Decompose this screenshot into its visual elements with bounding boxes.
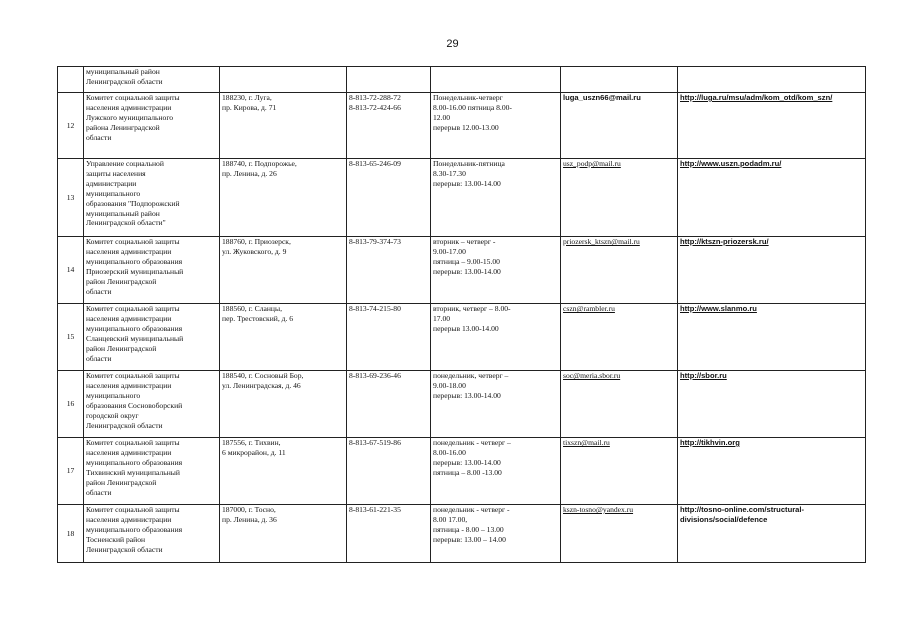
agency-name: Комитет социальной защиты населения администрации Лужского муниципального района Ленинградской области bbox=[84, 93, 220, 159]
agency-address: 188540, г. Сосновый Бор, ул. Ленинградская, д. 46 bbox=[220, 371, 347, 438]
agency-email[interactable] bbox=[561, 67, 678, 93]
agency-hours: понедельник - четверг – 8.00-16.00 перерыв: 13.00-14.00 пятница – 8.00 -13.00 bbox=[431, 438, 561, 505]
agency-email[interactable]: usz_podp@mail.ru bbox=[561, 159, 678, 237]
agency-address: 187556, г. Тихвин, 6 микрорайон, д. 11 bbox=[220, 438, 347, 505]
agency-hours: вторник, четверг – 8.00- 17.00 перерыв 13.00-14.00 bbox=[431, 304, 561, 371]
agency-website[interactable]: http://luga.ru/msu/adm/kom_otd/kom_szn/ bbox=[678, 93, 866, 159]
table-row bbox=[58, 67, 866, 93]
table-row bbox=[58, 371, 866, 438]
agency-website[interactable]: http://ktszn-priozersk.ru/ bbox=[678, 237, 866, 304]
agency-website[interactable]: http://sbor.ru bbox=[678, 371, 866, 438]
agency-name: Комитет социальной защиты населения администрации муниципального образования Приозерский муниципальный район Ленинградской области bbox=[84, 237, 220, 304]
table-row bbox=[58, 304, 866, 371]
agency-phone: 8-813-74-215-80 bbox=[347, 304, 431, 371]
agency-website[interactable]: http://www.slanmo.ru bbox=[678, 304, 866, 371]
agency-address: 188740, г. Подпорожье, пр. Ленина, д. 26 bbox=[220, 159, 347, 237]
agency-phone: 8-813-65-246-09 bbox=[347, 159, 431, 237]
agency-phone: 8-813-69-236-46 bbox=[347, 371, 431, 438]
agency-phone: 8-813-72-288-72 8-813-72-424-66 bbox=[347, 93, 431, 159]
agency-email[interactable]: soc@meria.sbor.ru bbox=[561, 371, 678, 438]
row-number: 18 bbox=[58, 505, 84, 563]
agency-website[interactable] bbox=[678, 67, 866, 93]
agency-email[interactable]: tixszn@mail.ru bbox=[561, 438, 678, 505]
agency-name: Управление социальной защиты населения администрации муниципального образования "Подпорожский муниципальный район Ленинградской области" bbox=[84, 159, 220, 237]
agency-website[interactable]: http://www.uszn.podadm.ru/ bbox=[678, 159, 866, 237]
agency-website[interactable]: http://tosno-online.com/structural-divisions/social/defence bbox=[678, 505, 866, 563]
table-row bbox=[58, 159, 866, 237]
agency-address: 187000, г. Тосно, пр. Ленина, д. 36 bbox=[220, 505, 347, 563]
agency-name: муниципальный район Ленинградской области bbox=[84, 67, 220, 93]
agency-address: 188230, г. Луга, пр. Кирова, д. 71 bbox=[220, 93, 347, 159]
agency-email[interactable]: luga_uszn66@mail.ru bbox=[561, 93, 678, 159]
table-row bbox=[58, 438, 866, 505]
agency-name: Комитет социальной защиты населения администрации муниципального образования Тихвинский муниципальный район Ленинградской области bbox=[84, 438, 220, 505]
agency-name: Комитет социальной защиты населения администрации муниципального образования Сланцевский муниципальный район Ленинградской области bbox=[84, 304, 220, 371]
agency-phone: 8-813-67-519-86 bbox=[347, 438, 431, 505]
page-number: 29 bbox=[446, 38, 459, 50]
row-number: 13 bbox=[58, 159, 84, 237]
agency-email[interactable]: cszn@rambler.ru bbox=[561, 304, 678, 371]
agency-hours: Понедельник-четверг 8.00-16.00 пятница 8.00- 12.00 перерыв 12.00-13.00 bbox=[431, 93, 561, 159]
agency-address: 188560, г. Сланцы, пер. Трестовский, д. 6 bbox=[220, 304, 347, 371]
agency-address bbox=[220, 67, 347, 93]
agency-name: Комитет социальной защиты населения администрации муниципального образования Сосновоборский городской округ Ленинградской области bbox=[84, 371, 220, 438]
agency-phone bbox=[347, 67, 431, 93]
agency-phone: 8-813-79-374-73 bbox=[347, 237, 431, 304]
row-number: 17 bbox=[58, 438, 84, 505]
agency-address: 188760, г. Приозерск, ул. Жуковского, д. 9 bbox=[220, 237, 347, 304]
row-number: 16 bbox=[58, 371, 84, 438]
agency-name: Комитет социальной защиты населения администрации муниципального образования Тосненский район Ленинградской области bbox=[84, 505, 220, 563]
agency-hours: вторник – четверг - 9.00-17.00 пятница – 9.00-15.00 перерыв: 13.00-14.00 bbox=[431, 237, 561, 304]
table-row bbox=[58, 237, 866, 304]
agency-hours: понедельник, четверг – 9.00-18.00 перерыв: 13.00-14.00 bbox=[431, 371, 561, 438]
agency-hours: понедельник - четверг - 8.00 17.00, пятница - 8.00 – 13.00 перерыв: 13.00 – 14.00 bbox=[431, 505, 561, 563]
agency-email[interactable]: kszn-tosno@yandex.ru bbox=[561, 505, 678, 563]
agency-table bbox=[57, 66, 866, 563]
row-number: 15 bbox=[58, 304, 84, 371]
table-row bbox=[58, 505, 866, 563]
agency-hours bbox=[431, 67, 561, 93]
row-number bbox=[58, 67, 84, 93]
agency-website[interactable]: http://tikhvin.org bbox=[678, 438, 866, 505]
row-number: 12 bbox=[58, 93, 84, 159]
agency-phone: 8-813-61-221-35 bbox=[347, 505, 431, 563]
agency-hours: Понедельник-пятница 8.30-17.30 перерыв: 13.00-14.00 bbox=[431, 159, 561, 237]
row-number: 14 bbox=[58, 237, 84, 304]
agency-email[interactable]: priozersk_ktszn@mail.ru bbox=[561, 237, 678, 304]
table-row bbox=[58, 93, 866, 159]
